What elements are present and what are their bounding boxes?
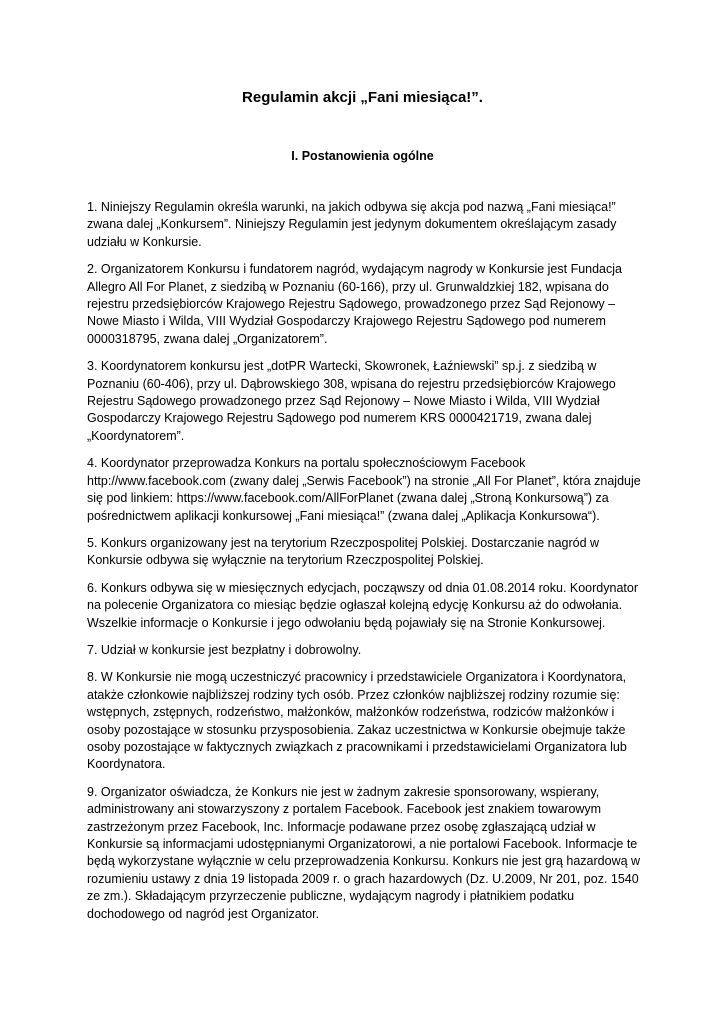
document-title: Regulamin akcji „Fani miesiąca!”. (242, 89, 483, 106)
section-heading: I. Postanowienia ogólne (291, 149, 434, 163)
paragraph-9: 9. Organizator oświadcza, że Konkurs nie jest w żadnym zakresie sponsorowany, wspierany, administrowany ani stowarzyszony z portalem Facebook. Facebook jest znakiem towarowym zastrzeżonym przez Facebook, Inc. Informacje podawane przez osobę zgłaszającą udział w Konkursie są informacjami udostępnianymi Organizatorowi, a nie portalowi Facebook. Informacje te będą wykorzystane wyłącznie w celu przeprowadzenia Konkursu. Konkurs nie jest grą hazardową w rozumieniu ustawy z dnia 19 listopada 2009 r. o grach hazardowych (Dz. U.2009, Nr 201, poz. 1540 ze zm.). Składającym przyrzeczenie publiczne, wydającym nagrody i płatnikiem podatku dochodowego od nagród jest Organizator. (87, 784, 641, 921)
paragraph-6: 6. Konkurs odbywa się w miesięcznych edycjach, począwszy od dnia 01.08.2014 roku. Koordynator na polecenie Organizatora co miesiąc będzie ogłaszał kolejną edycję Konkursu aż do odwołania. Wszelkie informacje o Konkursie i jego odwołaniu będą pojawiały się na Stronie Konkursowej. (87, 580, 638, 630)
paragraph-3: 3. Koordynatorem konkursu jest „dotPR Wartecki, Skowronek, Łaźniewski” sp.j. z siedzibą w Poznaniu (60-406), przy ul. Dąbrowskiego 308, wpisana do rejestru przedsiębiorców Krajowego Rejestru Sądowego prowadzonego przez Sąd Rejonowy – Nowe Miasto i Wilda, VIII Wydział Gospodarczy Krajowego Rejestru Sądowego pod numerem KRS 0000421719, zwana dalej „Koordynatorem”. (87, 359, 616, 443)
paragraph-5: 5. Konkurs organizowany jest na terytorium Rzeczpospolitej Polskiej. Dostarczanie nagród w Konkursie odbywa się wyłącznie na terytorium Rzeczpospolitej Polskiej. (87, 535, 600, 568)
paragraph-8: 8. W Konkursie nie mogą uczestniczyć pracownicy i przedstawiciele Organizatora i Koordynatora, atakże członkowie najbliższej rodziny tych osób. Przez członków najbliższej rodziny rozumie się: wstępnych, zstępnych, rodzeństwo, małżonków, małżonków rodzeństwa, rodziców małżonków i osoby pozostające w stosunku przysposobienia. Zakaz uczestnictwa w Konkursie obejmuje także osoby pozostające w faktycznych związkach z pracownikami i przedstawicielami Organizatora lub Koordynatora. (87, 670, 627, 772)
document-body (87, 199, 644, 933)
paragraph-1: 1. Niniejszy Regulamin określa warunki, na jakich odbywa się akcja pod nazwą „Fani miesiąca!” zwana dalej „Konkursem”. Niniejszy Regulamin jest jedynym dokumentem określającym zasady udziału w Konkursie. (87, 200, 617, 249)
paragraph-4: 4. Koordynator przeprowadza Konkurs na portalu społecznościowym Facebook http://www.facebook.com (zwany dalej „Serwis Facebook”) na stronie „All For Planet”, która znajduje się pod linkiem: https://www.facebook.com/AllForPlanet (zwana dalej „Stroną Konkursową”) za pośrednictwem aplikacji konkursowej „Fani miesiąca!” (zwana dalej „Aplikacja Konkursowa“). (87, 456, 641, 523)
paragraph-7: 7. Udział w konkursie jest bezpłatny i dobrowolny. (87, 642, 362, 657)
paragraph-2: 2. Organizatorem Konkursu i fundatorem nagród, wydającym nagrody w Konkursie jest Fundacja Allegro All For Planet, z siedzibą w Poznaniu (60-166), przy ul. Grunwaldzkiej 182, wpisana do rejestru przedsiębiorców Krajowego Rejestru Sądowego, prowadzonego przez Sąd Rejonowy – Nowe Miasto i Wilda, VIII Wydział Gospodarczy Krajowego Rejestru Sądowego pod numerem 0000318795, zwana dalej „Organizatorem”. (87, 262, 622, 346)
